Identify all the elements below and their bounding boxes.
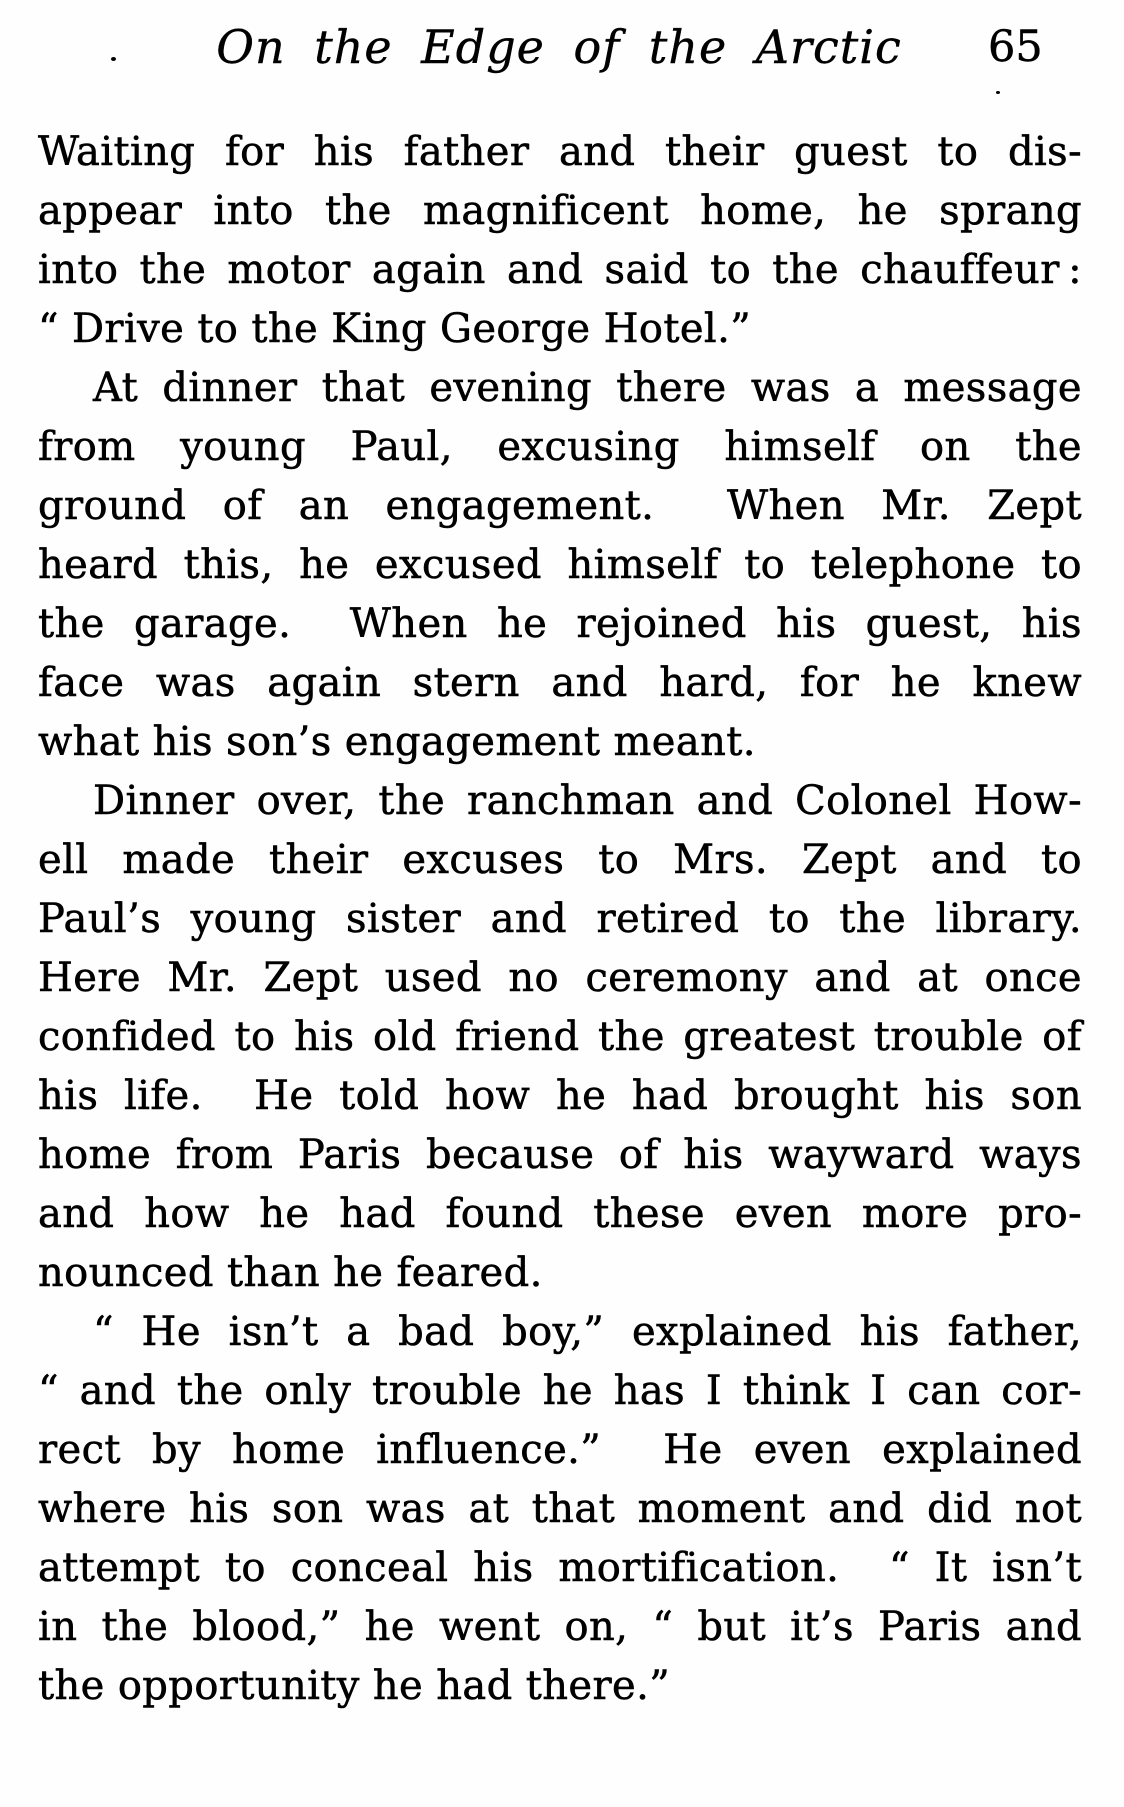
text-line: “ and the only trouble he has I think I can cor-	[38, 1368, 1082, 1414]
text-line: in the blood,” he went on, “ but it’s Paris and	[38, 1604, 1082, 1650]
text-line: rect by home influence.” He even explained	[38, 1427, 1082, 1473]
text-line: the opportunity he had there.”	[38, 1663, 671, 1709]
text-line: Dinner over, the ranchman and Colonel How-	[93, 778, 1082, 824]
text-line: what his son’s engagement meant.	[38, 719, 756, 765]
page-body	[38, 123, 1082, 1716]
page-title: On the Edge of the Arctic	[216, 20, 902, 74]
scan-speck	[996, 91, 1000, 94]
text-line: At dinner that evening there was a message	[93, 365, 1082, 411]
text-line: where his son was at that moment and did not	[38, 1486, 1082, 1532]
text-line: appear into the magnificent home, he sprang	[38, 188, 1082, 234]
text-line: from young Paul, excusing himself on the	[38, 424, 1082, 470]
text-line: nounced than he feared.	[38, 1250, 543, 1296]
text-line: and how he had found these even more pro-	[38, 1191, 1082, 1237]
text-line: home from Paris because of his wayward ways	[38, 1132, 1082, 1178]
text-line: heard this, he excused himself to telephone to	[38, 542, 1082, 588]
text-line: into the motor again and said to the chauffeur :	[38, 247, 1082, 293]
text-line: the garage. When he rejoined his guest, his	[38, 601, 1082, 647]
text-line: Paul’s young sister and retired to the library.	[38, 896, 1082, 942]
text-line: ell made their excuses to Mrs. Zept and to	[38, 837, 1082, 883]
text-line: “ Drive to the King George Hotel.”	[38, 306, 752, 352]
text-line: Waiting for his father and their guest to dis-	[38, 129, 1082, 175]
text-line: attempt to conceal his mortification. “ It isn’t	[38, 1545, 1082, 1591]
text-line: his life. He told how he had brought his son	[38, 1073, 1082, 1119]
running-header	[0, 20, 1124, 80]
text-line: face was again stern and hard, for he knew	[38, 660, 1082, 706]
page-number: 65	[988, 22, 1043, 72]
text-line: “ He isn’t a bad boy,” explained his father,	[93, 1309, 1082, 1355]
text-line: confided to his old friend the greatest trouble of	[38, 1014, 1082, 1060]
scan-speck	[111, 57, 116, 61]
text-line: ground of an engagement. When Mr. Zept	[38, 483, 1082, 529]
text-line: Here Mr. Zept used no ceremony and at once	[38, 955, 1082, 1001]
